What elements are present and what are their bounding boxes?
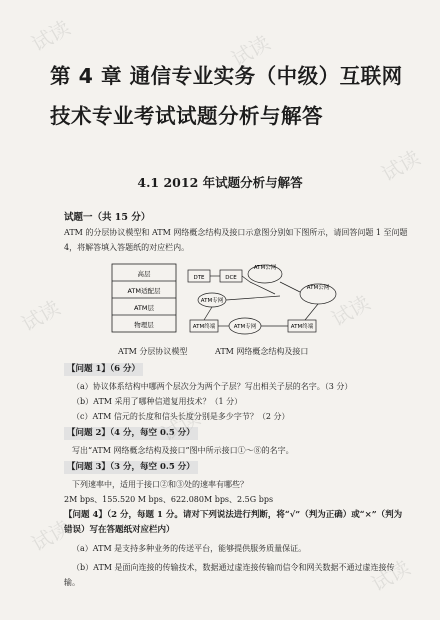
watermark: 试读 bbox=[227, 30, 275, 72]
atm-figure bbox=[100, 262, 340, 342]
watermark: 试读 bbox=[367, 555, 415, 597]
chapter-title bbox=[50, 56, 420, 136]
problem-1-line-a: （a）协议体系结构中哪两个层次分为两个子层？写出相关子层的名字。（3 分） bbox=[72, 382, 353, 391]
figure-caption-left: ATM 分层协议模型 bbox=[118, 347, 188, 356]
problem-3-line-2: 2M bps、155.520 M bps、622.080M bps、2.5G bps bbox=[64, 495, 274, 504]
layer-aal: ATM适配层 bbox=[127, 287, 161, 295]
problem-4-title: 【问题 4】（2 分，每题 1 分。请对下列说法进行判断，将“√”（判为正确）或“×”（判为错误）写在答题纸对应栏内） bbox=[64, 510, 403, 535]
problem-4-line-b: （b）ATM 是面向连接的传输技术，数据通过虚连接传输而信令和网关数据不通过虚连接传输。 bbox=[64, 563, 395, 587]
problem-2-title: 【问题 2】（4 分，每空 0.5 分） bbox=[64, 427, 198, 440]
question-intro: ATM 的分层协议模型和 ATM 网络概念结构及接口示意图分别如下图所示，请回答问题 1 至问题 4，将解答填入答题纸的对应栏内。 bbox=[64, 228, 408, 252]
problem-1-title: 【问题 1】（6 分） bbox=[64, 363, 143, 376]
problem-3-line-1: 下列速率中，适用于接口②和③处的速率有哪些？ bbox=[72, 480, 248, 489]
watermark: 试读 bbox=[377, 145, 425, 187]
chapter-title-line1: 第 4 章 通信专业实务（中级）互联网 bbox=[50, 64, 403, 88]
node-atm-terminal: ATM终端 bbox=[192, 324, 216, 330]
layer-high: 高层 bbox=[137, 270, 151, 278]
layer-physical: 物理层 bbox=[134, 321, 154, 329]
chapter-title-line2: 技术专业考试试题分析与解答 bbox=[50, 104, 323, 128]
layer-atm: ATM层 bbox=[133, 304, 155, 312]
node-atm-terminal-2: ATM终端 bbox=[290, 324, 314, 330]
node-atm-private-2: ATM专网 bbox=[233, 324, 257, 330]
problem-3-title: 【问题 3】（3 分，每空 0.5 分） bbox=[64, 461, 198, 474]
node-atm-private: ATM专网 bbox=[200, 298, 224, 304]
question-heading: 试题一（共 15 分） bbox=[64, 212, 151, 223]
watermark: 试读 bbox=[327, 290, 375, 332]
node-dce: DCE bbox=[225, 275, 237, 281]
node-atm-network: ATM公网 bbox=[253, 265, 277, 271]
node-dte: DTE bbox=[193, 275, 205, 281]
watermark: 试读 bbox=[27, 15, 75, 57]
problem-1-line-c: （c）ATM 信元的长度和信头长度分别是多少字节？（2 分） bbox=[72, 412, 290, 421]
node-atm-public: ATM公网 bbox=[306, 285, 330, 291]
watermark: 试读 bbox=[17, 295, 65, 337]
problem-4-line-a: （a）ATM 是支持多种业务的传送平台，能够提供服务质量保证。 bbox=[72, 544, 307, 553]
problem-2-line: 写出“ATM 网络概念结构及接口”图中所示接口①～⑧的名字。 bbox=[72, 446, 294, 455]
watermark: 试读 bbox=[27, 515, 75, 557]
section-title: 4.1 2012 年试题分析与解答 bbox=[137, 175, 303, 190]
watermark: 试读 bbox=[157, 405, 205, 447]
figure-caption-right: ATM 网络概念结构及接口 bbox=[215, 347, 309, 356]
problem-1-line-b: （b）ATM 采用了哪种信道复用技术？（1 分） bbox=[72, 397, 243, 406]
